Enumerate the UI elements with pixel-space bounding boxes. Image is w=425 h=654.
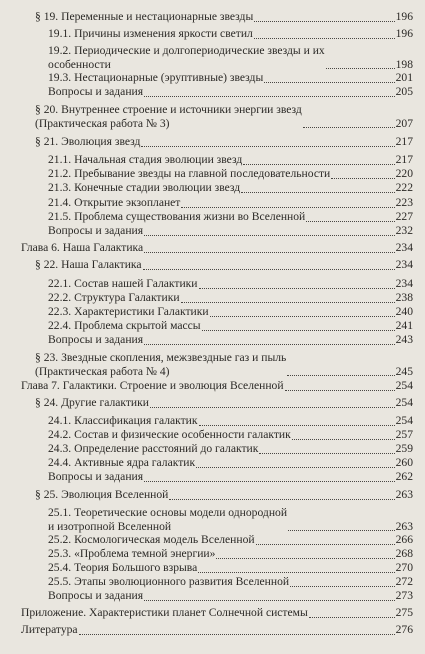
toc-entry-25-2 [48,533,413,547]
toc-entry-title [48,44,325,71]
toc-entry-title: Вопросы и задания [48,85,144,98]
toc-entry-title: 22.4. Проблема скрытой массы [48,319,201,332]
toc-entry-title: Литература [21,623,78,636]
toc-leader-dots [181,197,394,208]
toc-entry-title: Вопросы и задания [48,470,144,483]
toc-entry-title-line: и изотропной Вселенной [48,519,172,533]
toc-leader-dots [196,457,394,468]
toc-entry-title: 21.1. Начальная стадия эволюции звезд [48,153,243,166]
toc-entry-22-3 [48,305,413,319]
toc-entry-22-4 [48,319,413,333]
toc-entry-25-5 [48,575,413,589]
toc-entry-22-1 [48,277,413,291]
toc-entry-title: Глава 6. Наша Галактика [21,241,144,254]
toc-entry-title-line: (Практическая работа № 3) [35,116,170,130]
toc-leader-dots [256,534,395,545]
toc-page-number: 262 [395,470,413,483]
toc-entry-title [48,506,287,533]
toc-page-number: 260 [395,456,413,469]
toc-page-number: 217 [395,135,413,148]
toc-leader-dots [144,590,395,601]
toc-entry-title-line: особенности [48,57,111,71]
toc-page-number: 270 [395,561,413,574]
toc-leader-dots [143,259,395,270]
toc-page-number: 240 [395,305,413,318]
toc-entry-21-1 [48,153,413,167]
toc-entry-title: 21.4. Открытие экзопланет [48,196,181,209]
toc-leader-dots [144,242,394,253]
toc-entry-21-2 [48,167,413,181]
toc-entry-19-1 [48,27,413,41]
toc-entry-chapter-7 [21,379,413,393]
toc-entry-section-25 [35,488,413,502]
toc-entry-24-3 [48,442,413,456]
toc-entry-title: Вопросы и задания [48,333,144,346]
toc-leader-dots [202,320,395,331]
toc-leader-dots [181,292,395,303]
toc-entry-24-1 [48,414,413,428]
toc-page-number: 234 [395,277,413,290]
toc-leader-dots [199,278,395,289]
toc-leader-dots [287,365,394,376]
toc-entry-21-3 [48,181,413,195]
toc-page-number: 254 [395,379,413,392]
toc-entry-19-2 [48,44,413,71]
toc-entry-title: 24.3. Определение расстояний до галактик [48,442,259,455]
toc-entry-title-line: 25.1. Теоретические основы модели однородной [48,506,288,519]
toc-leader-dots [243,154,394,165]
toc-leader-dots [169,489,394,500]
toc-entry-22-2 [48,291,413,305]
toc-entry-section-22 [35,258,413,272]
toc-entry-title [35,351,286,378]
toc-page-number: 268 [395,547,413,560]
toc-entry-questions [48,470,413,484]
toc-entry-title: 25.4. Теория Большого взрыва [48,561,198,574]
toc-page-number: 238 [395,291,413,304]
toc-leader-dots [254,11,394,22]
toc-entry-title: § 24. Другие галактики [35,396,149,409]
toc-entry-title: § 21. Эволюция звезд [35,135,141,148]
toc-leader-dots [216,548,394,559]
toc-entry-literature [21,623,413,637]
toc-leader-dots [326,58,395,69]
toc-entry-title: 22.3. Характеристики Галактики [48,305,209,318]
toc-entry-section-19 [35,10,413,24]
toc-page-number: 254 [395,396,413,409]
toc-entry-title: 24.4. Активные ядра галактик [48,456,196,469]
toc-entry-24-4 [48,456,413,470]
toc-leader-dots [150,397,395,408]
toc-entry-title: 19.3. Нестационарные (эруптивные) звезды [48,71,264,84]
toc-entry-25-3 [48,547,413,561]
toc-page-number: 266 [395,533,413,546]
toc-leader-dots [285,380,395,391]
toc-entry-questions [48,333,413,347]
toc-entry-questions [48,85,413,99]
toc-leader-dots [331,168,394,179]
toc-entry-title: Вопросы и задания [48,589,144,602]
toc-leader-dots [241,182,394,193]
toc-page-number: 227 [395,210,413,223]
toc-page-number: 207 [395,116,413,130]
toc-leader-dots [259,443,394,454]
toc-page-number: 263 [395,488,413,501]
toc-entry-title-line: 19.2. Периодические и долгопериодические звезды и их [48,44,325,57]
toc-leader-dots [144,471,395,482]
toc-leader-dots [144,225,395,236]
toc-entry-title [35,103,302,130]
toc-page-number: 243 [395,333,413,346]
toc-entry-25-4 [48,561,413,575]
toc-page-number: 222 [395,181,413,194]
toc-leader-dots [306,211,394,222]
toc-entry-title: § 22. Наша Галактика [35,258,142,271]
toc-entry-title: 25.3. «Проблема темной энергии» [48,547,216,560]
toc-entry-title: 22.2. Структура Галактики [48,291,180,304]
toc-entry-title-line: § 20. Внутреннее строение и источники энергии звезд [35,103,302,116]
toc-entry-questions [48,224,413,238]
toc-entry-title: 21.3. Конечные стадии эволюции звезд [48,181,241,194]
toc-page-number: 245 [395,364,413,378]
toc-leader-dots [199,415,395,426]
toc-entry-24-2 [48,428,413,442]
toc-page-number: 275 [395,606,413,619]
toc-leader-dots [144,334,395,345]
toc-leader-dots [144,86,395,97]
toc-entry-title: 24.1. Классификация галактик [48,414,198,427]
toc-entry-title: § 19. Переменные и нестационарные звезды [35,10,254,23]
toc-entry-title: 22.1. Состав нашей Галактики [48,277,198,290]
toc-entry-title-line: § 23. Звездные скопления, межзвездные газ и пыль [35,351,287,364]
toc-leader-dots [141,136,394,147]
toc-entry-title-line: (Практическая работа № 4) [35,364,170,378]
toc-page-number: 201 [395,71,413,84]
toc-page-number: 272 [395,575,413,588]
toc-leader-dots [79,624,395,635]
toc-entry-title: 24.2. Состав и физические особенности галактик [48,428,291,441]
toc-page-number: 196 [395,10,413,23]
toc-page-number: 273 [395,589,413,602]
toc-page-number: 198 [395,57,413,71]
toc-page-number: 234 [395,258,413,271]
toc-entry-title: 25.2. Космологическая модель Вселенной [48,533,255,546]
toc-entry-21-5 [48,210,413,224]
toc-entry-title: 21.5. Проблема существования жизни во Вселенной [48,210,306,223]
toc-entry-title: § 25. Эволюция Вселенной [35,488,169,501]
toc-entry-chapter-6 [21,241,413,255]
toc-entry-title: 25.5. Этапы эволюционного развития Вселенной [48,575,290,588]
toc-leader-dots [264,72,394,83]
toc-entry-title: 19.1. Причины изменения яркости светил [48,27,253,40]
toc-entry-21-4 [48,196,413,210]
toc-page-number: 223 [395,196,413,209]
toc-leader-dots [198,562,394,573]
toc-entry-title: Приложение. Характеристики планет Солнечной системы [21,606,308,619]
toc-entry-25-1 [48,506,413,533]
toc-leader-dots [288,520,395,531]
toc-page-number: 196 [395,27,413,40]
toc-page-number: 234 [395,241,413,254]
toc-entry-appendix [21,606,413,620]
toc-entry-questions [48,589,413,603]
toc-page-number: 220 [395,167,413,180]
toc-entry-section-24 [35,396,413,410]
toc-page-number: 257 [395,428,413,441]
toc-page-number: 259 [395,442,413,455]
toc-entry-section-20 [35,103,413,130]
toc-page-number: 205 [395,85,413,98]
toc-leader-dots [303,117,395,128]
toc-entry-title: Глава 7. Галактики. Строение и эволюция Вселенной [21,379,284,392]
toc-page-number: 254 [395,414,413,427]
toc-leader-dots [254,28,395,39]
toc-leader-dots [290,576,395,587]
toc-page-number: 232 [395,224,413,237]
toc-entry-title: 21.2. Пребывание звезды на главной последовательности [48,167,331,180]
toc-entry-title: Вопросы и задания [48,224,144,237]
toc-entry-section-21 [35,135,413,149]
toc-leader-dots [292,429,395,440]
toc-page-number: 276 [395,623,413,636]
toc-page-number: 263 [395,519,413,533]
toc-page-number: 217 [395,153,413,166]
toc-entry-section-23 [35,351,413,378]
toc-page-number: 241 [395,319,413,332]
toc-leader-dots [210,306,395,317]
toc-entry-19-3 [48,71,413,85]
toc-leader-dots [309,607,395,618]
